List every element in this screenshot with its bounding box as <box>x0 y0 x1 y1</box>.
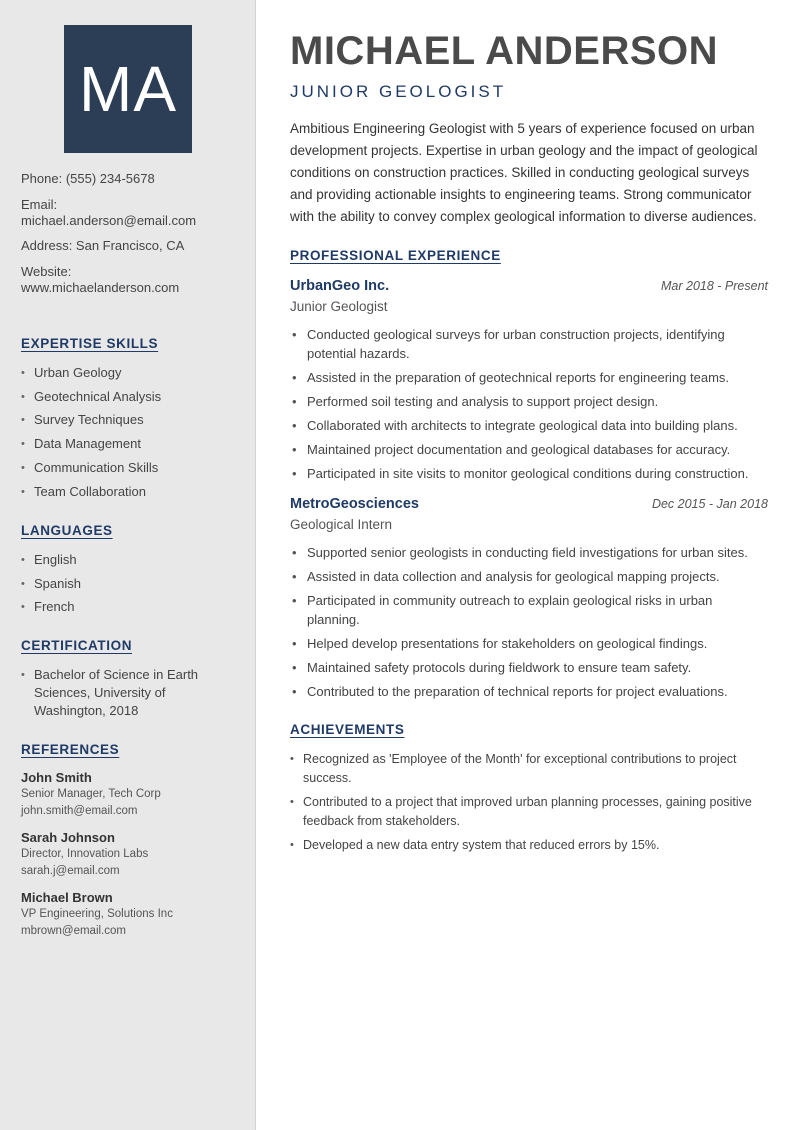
contact-phone: Phone: (555) 234-5678 <box>21 171 155 186</box>
contact-address: Address: San Francisco, CA <box>21 238 185 254</box>
job-company: MetroGeosciences <box>290 495 419 512</box>
languages-list <box>21 551 233 617</box>
reference-email: mbrown@email.com <box>21 925 126 938</box>
certification-list <box>21 666 233 720</box>
experience-heading: PROFESSIONAL EXPERIENCE <box>290 248 501 263</box>
duty-item: • Contributed to the preparation of technical reports for project evaluations. <box>290 682 768 701</box>
language-item: • French <box>21 598 233 616</box>
skill-item: • Survey Techniques <box>21 411 233 429</box>
main-content <box>256 0 800 1130</box>
references-heading: REFERENCES <box>21 742 120 758</box>
reference-entry <box>21 830 233 880</box>
duty-item: • Assisted in data collection and analysis for geological mapping projects. <box>290 567 768 586</box>
duty-item: • Collaborated with architects to integrate geological data into building plans. <box>290 416 768 435</box>
reference-name: Sarah Johnson <box>21 830 115 846</box>
job-dates: Mar 2018 - Present <box>661 279 768 293</box>
languages-section <box>21 523 233 617</box>
duty-item: • Participated in site visits to monitor geological conditions during construction. <box>290 464 768 483</box>
monogram-badge: MA <box>64 25 192 153</box>
skill-item: • Data Management <box>21 435 233 453</box>
job-title: Junior Geologist <box>290 299 388 314</box>
references-section <box>21 742 233 940</box>
achievement-item: • Contributed to a project that improved urban planning processes, gaining positive feedback from stakeholders. <box>290 793 768 831</box>
reference-title: Director, Innovation Labs <box>21 848 149 861</box>
certification-heading: CERTIFICATION <box>21 638 133 654</box>
candidate-name: MICHAEL ANDERSON <box>290 29 719 73</box>
job-title: Geological Intern <box>290 516 393 532</box>
skill-item: • Geotechnical Analysis <box>21 388 233 406</box>
job-duties <box>290 543 768 702</box>
languages-heading: LANGUAGES <box>21 522 113 538</box>
reference-email: john.smith@email.com <box>21 805 138 818</box>
language-item: • English <box>21 551 233 569</box>
job-header <box>290 278 768 294</box>
reference-title: Senior Manager, Tech Corp <box>21 788 161 801</box>
skills-section <box>21 336 233 501</box>
certification-section <box>21 638 233 720</box>
experience-section <box>290 248 768 702</box>
language-item: • Spanish <box>21 575 233 593</box>
achievement-item: • Recognized as 'Employee of the Month' for exceptional contributions to project success. <box>290 750 768 788</box>
duty-item: • Participated in community outreach to explain geological risks in urban planning. <box>290 591 768 630</box>
contact-website: Website: www.michaelanderson.com <box>21 263 180 295</box>
job-entry <box>290 496 768 702</box>
duty-item: • Assisted in the preparation of geotechnical reports for engineering teams. <box>290 368 768 387</box>
achievements-heading: ACHIEVEMENTS <box>290 721 405 737</box>
duty-item: • Performed soil testing and analysis to support project design. <box>290 392 768 411</box>
reference-email: sarah.j@email.com <box>21 865 120 878</box>
skill-item: • Team Collaboration <box>21 483 233 501</box>
achievements-list <box>290 750 768 855</box>
candidate-role: JUNIOR GEOLOGIST <box>290 82 507 101</box>
reference-entry <box>21 890 233 940</box>
job-duties <box>290 325 768 484</box>
job-header <box>290 496 768 512</box>
duty-item: • Supported senior geologists in conducting field investigations for urban sites. <box>290 543 768 562</box>
duty-item: • Maintained safety protocols during fieldwork to ensure team safety. <box>290 658 768 677</box>
skill-item: • Urban Geology <box>21 364 233 382</box>
certification-item: • Bachelor of Science in Earth Sciences, University of Washington, 2018 <box>21 666 233 720</box>
job-company: UrbanGeo Inc. <box>290 278 390 294</box>
sidebar <box>0 0 256 1130</box>
achievement-item: • Developed a new data entry system that reduced errors by 15%. <box>290 836 768 855</box>
duty-item: • Helped develop presentations for stakeholders on geological findings. <box>290 634 768 653</box>
job-entry <box>290 278 768 484</box>
contact-info <box>21 171 233 296</box>
contact-email: Email: michael.anderson@email.com <box>21 196 197 228</box>
skills-list <box>21 364 233 501</box>
achievements-section <box>290 722 768 855</box>
reference-name: Michael Brown <box>21 890 113 906</box>
duty-item: • Maintained project documentation and geological databases for accuracy. <box>290 440 768 459</box>
profile-summary: Ambitious Engineering Geologist with 5 years of experience focused on urban development projects. Expertise in urban geology and the impact of geological conditions on construction practices. Skilled in conducting geological surveys and providing actionable insights to engineering teams. Strong communicator with the ability to convey complex geological information to diverse audiences. <box>290 121 758 224</box>
reference-entry <box>21 770 233 820</box>
skill-item: • Communication Skills <box>21 459 233 477</box>
reference-name: John Smith <box>21 770 92 786</box>
skills-heading: EXPERTISE SKILLS <box>21 335 159 351</box>
reference-title: VP Engineering, Solutions Inc <box>21 908 173 921</box>
job-dates: Dec 2015 - Jan 2018 <box>651 496 768 511</box>
duty-item: • Conducted geological surveys for urban construction projects, identifying potential hazards. <box>290 325 768 364</box>
